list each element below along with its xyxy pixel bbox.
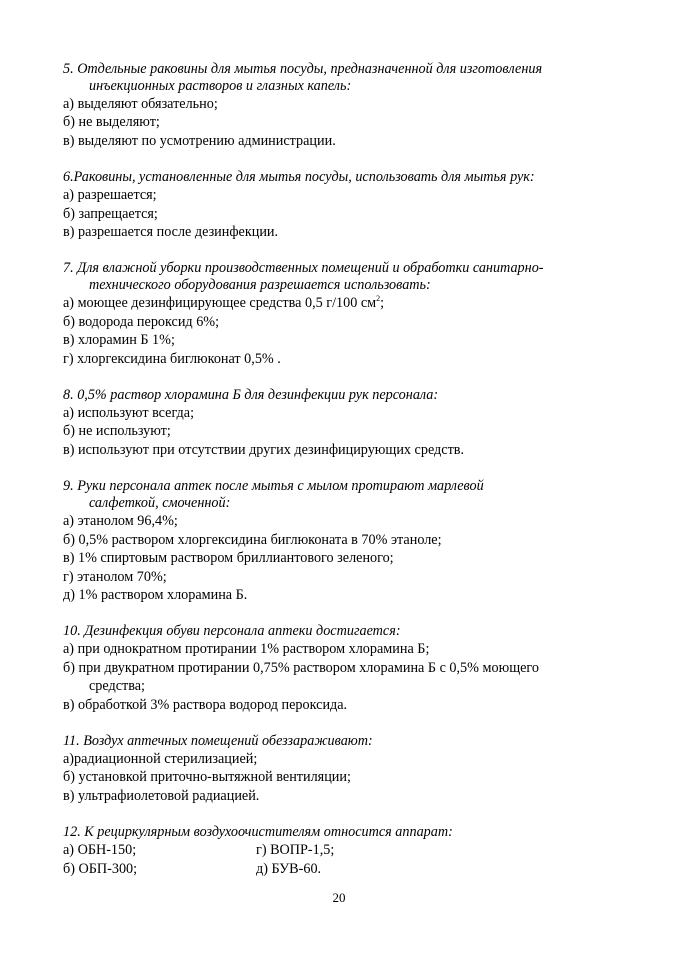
question-7-line-1: 7. Для влажной уборки производственных помещений и обработки санитарно- [63, 260, 544, 277]
question-8: 8. 0,5% раствор хлорамина Б для дезинфекции рук персонала: [63, 387, 439, 404]
answer-9d: г) этанолом 70%; [63, 568, 167, 585]
answer-7a-superscript: 2 [376, 294, 381, 304]
page-content [63, 61, 623, 897]
answer-10a: а) при однократном протирании 1% раствором хлорамина Б; [63, 641, 430, 658]
question-block-12 [63, 824, 623, 878]
answer-5a: а) выделяют обязательно; [63, 96, 218, 112]
answer-10c: в) обработкой 3% раствора водород пероксида. [63, 696, 348, 713]
question-10: 10. Дезинфекция обуви персонала аптеки достигается: [63, 623, 401, 640]
answer-7d: г) хлоргексидина биглюконат 0,5% . [63, 350, 281, 367]
answer-12a: а) ОБН-150; [63, 842, 137, 859]
answer-9b: б) 0,5% раствором хлоргексидина биглюконата в 70% этаноле; [63, 531, 442, 548]
answer-5c: в) выделяют по усмотрению администрации. [63, 132, 336, 149]
question-block-10 [63, 623, 623, 714]
question-12: 12. К рециркулярным воздухоочистителям относится аппарат: [63, 824, 453, 841]
answer-12d: г) ВОПР-1,5; [256, 842, 335, 859]
answer-10b-line-2: средства; [89, 678, 145, 695]
answer-7b: б) водорода пероксид 6%; [63, 313, 220, 330]
answer-11a: а)радиационной стерилизацией; [63, 750, 258, 767]
answer-9e: д) 1% раствором хлорамина Б. [63, 586, 248, 603]
answer-7c: в) хлорамин Б 1%; [63, 332, 175, 349]
answer-6a: а) разрешается; [63, 187, 157, 204]
question-6: 6.Раковины, установленные для мытья посуды, использовать для мытья рук: [63, 169, 535, 186]
question-11: 11. Воздух аптечных помещений обеззараживают: [63, 732, 373, 749]
question-block-6 [63, 169, 623, 241]
answer-12e: д) БУВ-60. [256, 860, 322, 877]
answer-7a [63, 294, 623, 312]
question-7-line-2: технического оборудования разрешается использовать: [89, 277, 431, 294]
question-block-7 [63, 260, 623, 368]
answer-11b: б) установкой приточно-вытяжной вентиляции; [63, 769, 351, 786]
answer-row-2 [63, 860, 623, 878]
question-block-11 [63, 733, 623, 805]
answer-6c: в) разрешается после дезинфекции. [63, 224, 279, 241]
question-9-line-2: салфеткой, смоченной: [89, 495, 231, 512]
question-5-line-2: инъекционных растворов и глазных капель: [89, 78, 352, 94]
answer-9a: а) этанолом 96,4%; [63, 513, 178, 530]
answer-10b-line-1: б) при двукратном протирании 0,75% раствором хлорамина Б с 0,5% моющего [63, 659, 539, 676]
answer-11c: в) ультрафиолетовой радиацией. [63, 787, 260, 804]
answer-7a-end: ; [380, 295, 385, 312]
question-9 [63, 478, 623, 512]
answer-8c: в) используют при отсутствии других дезинфицирующих средств. [63, 441, 465, 458]
answer-8a: а) используют всегда; [63, 405, 195, 422]
question-7 [63, 260, 623, 294]
page-number: 20 [332, 890, 346, 905]
question-block-8 [63, 387, 623, 459]
answer-5b: б) не выделяют; [63, 114, 160, 131]
answer-6b: б) запрещается; [63, 205, 158, 222]
question-block-9 [63, 478, 623, 604]
answer-row-1 [63, 841, 623, 859]
answer-8b: б) не используют; [63, 423, 171, 440]
question-9-line-1: 9. Руки персонала аптек после мытья с мылом протирают марлевой [63, 478, 484, 495]
answer-9c: в) 1% спиртовым раствором бриллиантового зеленого; [63, 550, 394, 567]
answer-7a-text: а) моющее дезинфицирующее средства 0,5 г/100 см [63, 295, 377, 312]
answer-12b: б) ОБП-300; [63, 860, 138, 877]
question-5-line-1: 5. Отдельные раковины для мытья посуды, предназначенной для изготовления [63, 61, 543, 77]
answer-10b [63, 659, 623, 696]
question-5 [63, 61, 623, 95]
question-block-5 [63, 61, 623, 150]
